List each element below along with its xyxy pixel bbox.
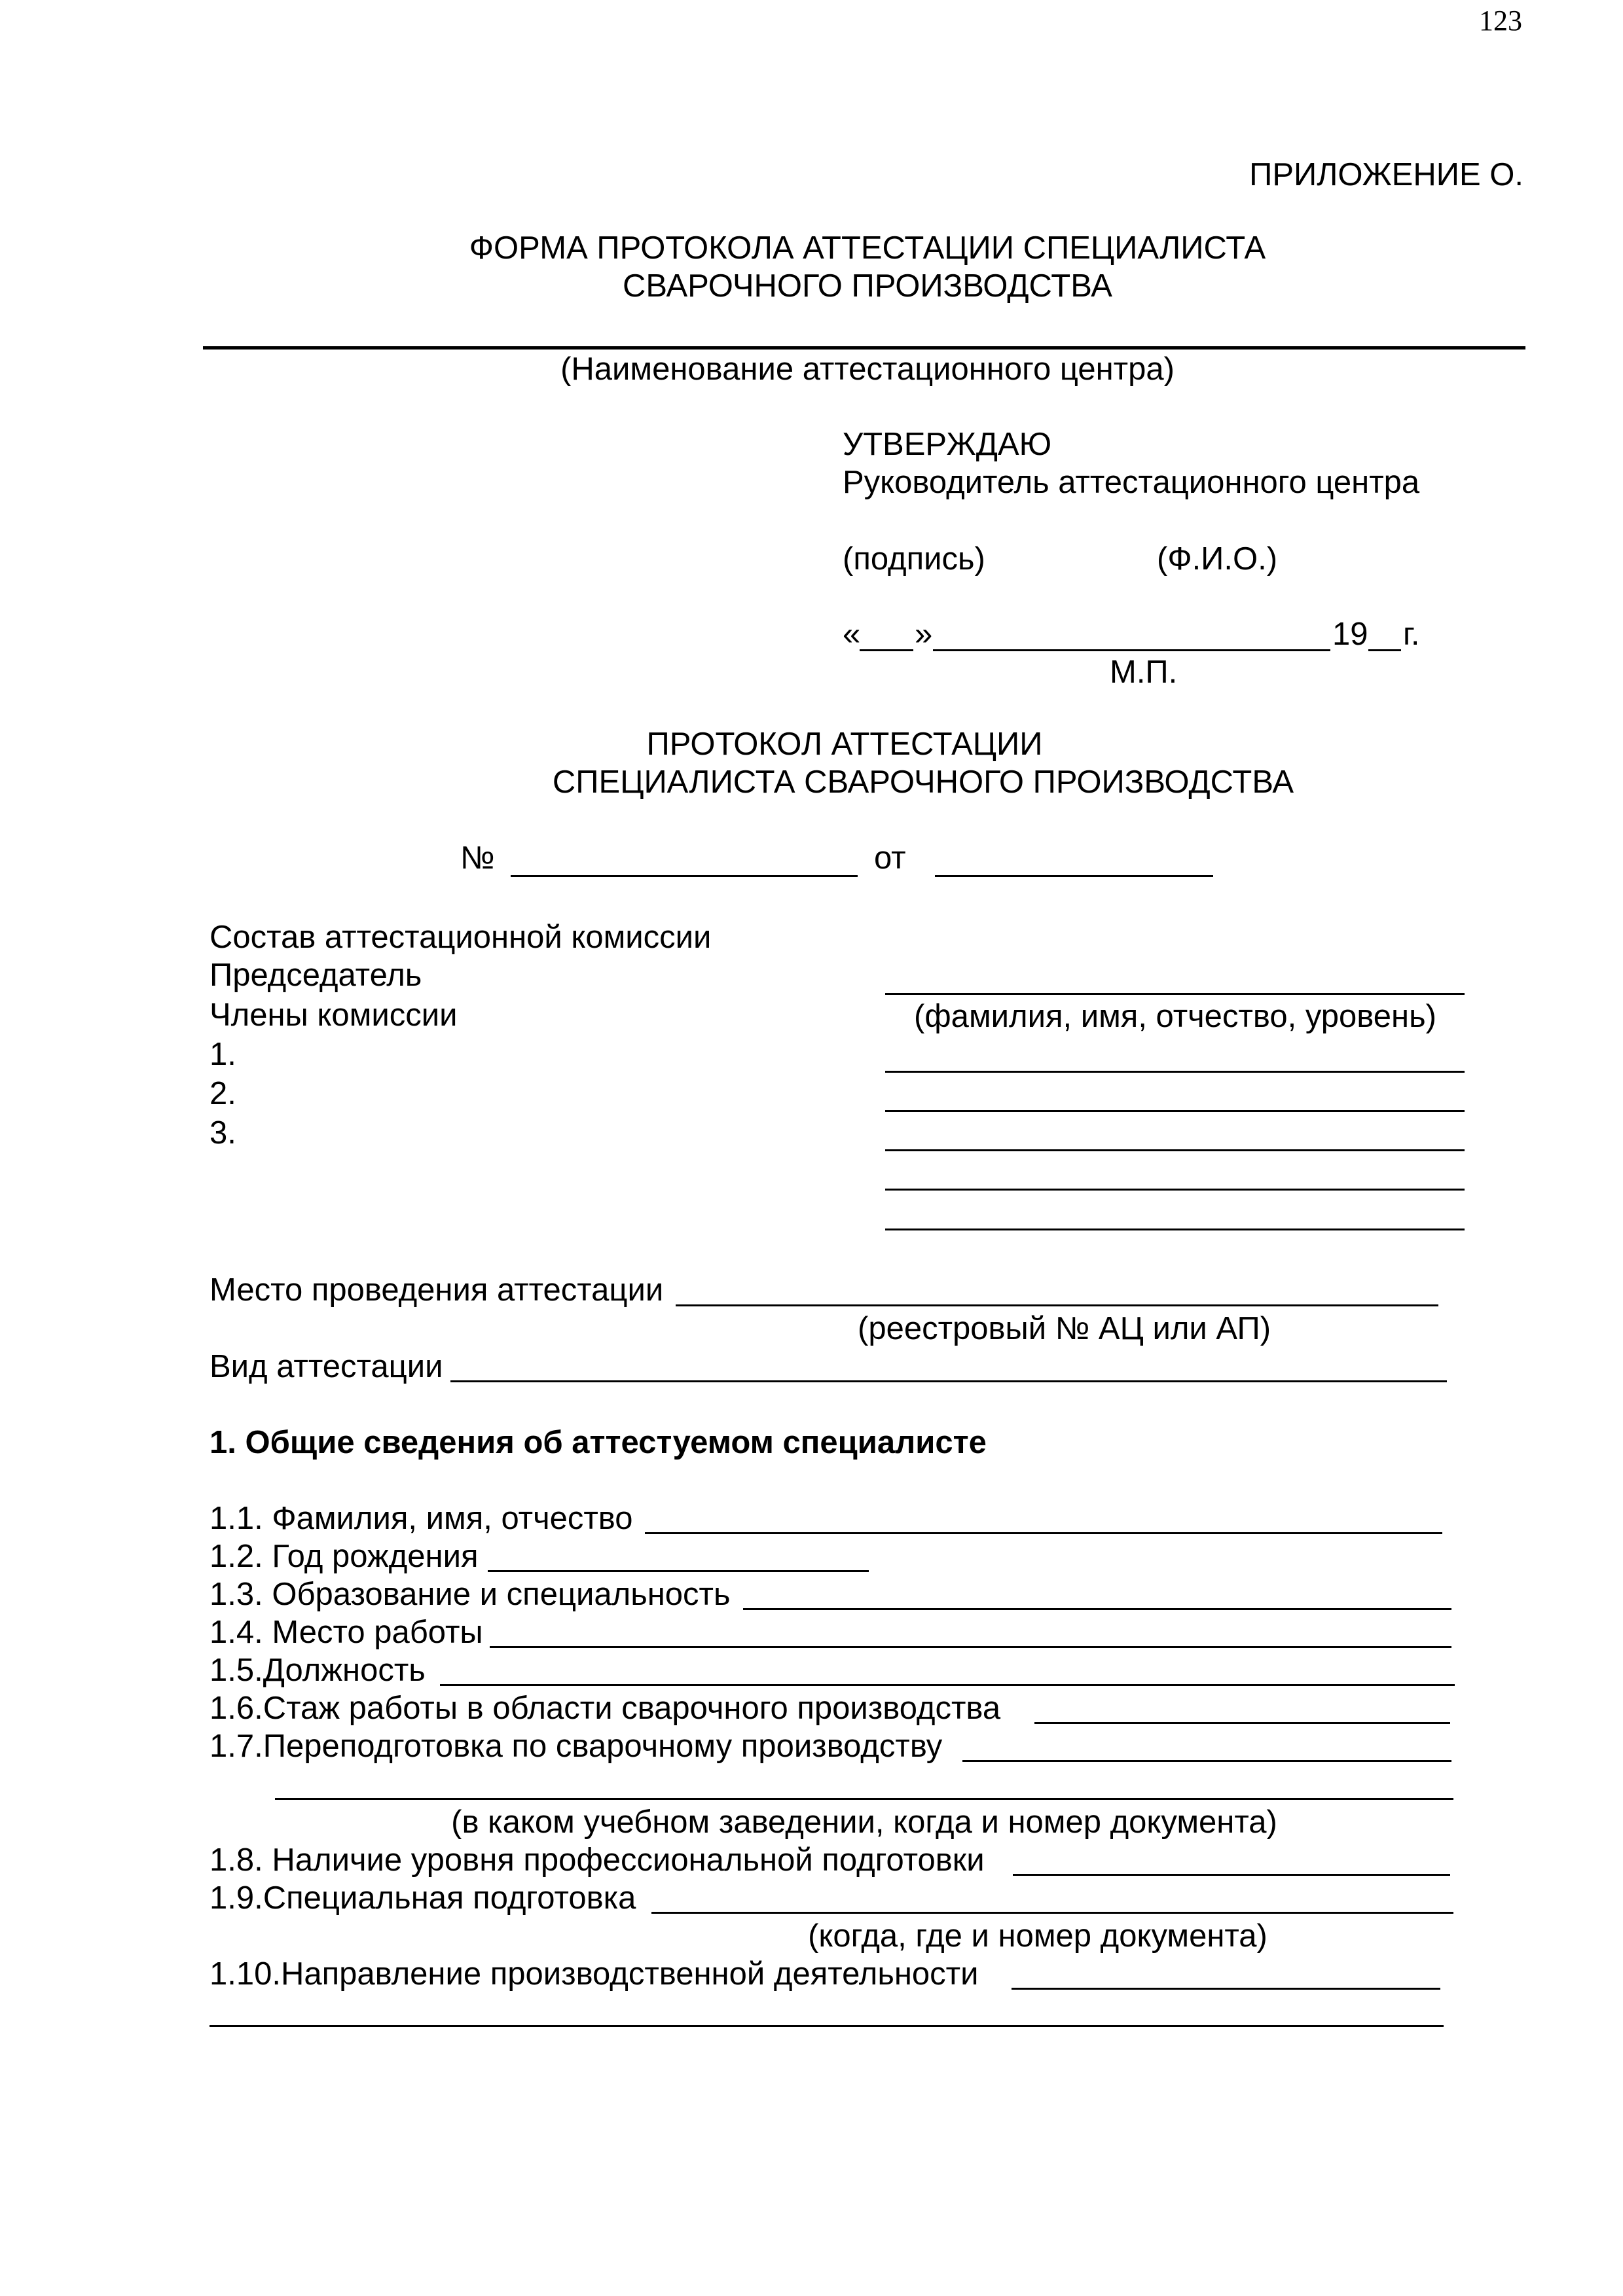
members-label: Члены комиссии [210,997,458,1033]
type-label: Вид аттестации [210,1349,443,1384]
head-of-center-label: Руководитель аттестационного центра [843,465,1420,500]
appendix-label: ПРИЛОЖЕНИЕ О. [1249,157,1523,192]
approve-label: УТВЕРЖДАЮ [843,427,1052,462]
stamp-label: М.П. [1110,655,1178,690]
fio-level-caption: (фамилия, имя, отчество, уровень) [914,999,1436,1034]
protocol-number-field[interactable] [511,875,858,877]
place-field[interactable] [676,1304,1438,1306]
qualification-level-field[interactable] [1013,1874,1450,1876]
member-number-2: 2. [210,1076,236,1111]
field-label-1-10: 1.10.Направление производственной деятельности [210,1956,979,1992]
field-label-1-1: 1.1. Фамилия, имя, отчество [210,1501,633,1536]
commission-composition-label: Состав аттестационной комиссии [210,920,712,955]
fio-field[interactable] [645,1532,1442,1534]
field-label-1-2: 1.2. Год рождения [210,1539,479,1574]
protocol-title-line2: СПЕЦИАЛИСТА СВАРОЧНОГО ПРОИЗВОДСТВА [552,764,1294,800]
field-label-1-7: 1.7.Переподготовка по сварочному производству [210,1729,943,1764]
member-field-4[interactable] [885,1189,1465,1191]
type-field[interactable] [450,1380,1447,1382]
workplace-field[interactable] [490,1646,1451,1648]
center-name-caption: (Наименование аттестационного центра) [560,351,1175,387]
position-field[interactable] [440,1684,1455,1686]
field-label-1-4: 1.4. Место работы [210,1615,483,1650]
year-field[interactable] [1368,649,1401,651]
member-field-2[interactable] [885,1110,1465,1112]
section1-title: 1. Общие сведения об аттестуемом специалисте [210,1425,987,1460]
activity-direction-field[interactable] [1012,1988,1440,1990]
member-field-5[interactable] [885,1229,1465,1230]
open-quote: « [843,617,861,652]
registry-caption: (реестровый № АЦ или АП) [858,1311,1271,1346]
retraining-caption: (в каком учебном заведении, когда и номер документа) [451,1804,1277,1840]
place-label: Место проведения аттестации [210,1272,664,1308]
member-number-1: 1. [210,1037,236,1072]
special-training-caption: (когда, где и номер документа) [808,1918,1267,1954]
day-field[interactable] [860,649,913,651]
form-title-line2: СВАРОЧНОГО ПРОИЗВОДСТВА [623,268,1112,304]
signature-caption: (подпись) [843,541,985,577]
birth-year-field[interactable] [488,1570,869,1572]
activity-direction-field-continued[interactable] [210,2025,1444,2027]
year-suffix: г. [1403,617,1420,652]
from-label: от [874,840,906,876]
number-sign: № [460,840,495,876]
close-quote: » [915,617,933,652]
protocol-title-line1: ПРОТОКОЛ АТТЕСТАЦИИ [646,726,1043,762]
member-number-3: 3. [210,1115,236,1151]
field-label-1-5: 1.5.Должность [210,1653,426,1688]
experience-field[interactable] [1034,1722,1450,1724]
retraining-field-continued[interactable] [275,1798,1453,1800]
field-label-1-8: 1.8. Наличие уровня профессиональной подготовки [210,1842,985,1878]
fio-caption: (Ф.И.О.) [1157,541,1278,577]
education-field[interactable] [743,1608,1451,1610]
member-field-3[interactable] [885,1149,1465,1151]
month-field[interactable] [933,649,1330,651]
chairman-label: Председатель [210,958,422,993]
field-label-1-9: 1.9.Специальная подготовка [210,1880,636,1916]
center-name-line[interactable] [203,346,1525,350]
field-label-1-3: 1.3. Образование и специальность [210,1577,731,1612]
member-field-1[interactable] [885,1071,1465,1073]
year-prefix: 19 [1332,617,1368,652]
special-training-field[interactable] [651,1912,1453,1914]
retraining-field[interactable] [962,1760,1451,1762]
form-title-line1: ФОРМА ПРОТОКОЛА АТТЕСТАЦИИ СПЕЦИАЛИСТА [469,230,1266,266]
protocol-date-field[interactable] [935,875,1213,877]
page-number: 123 [1479,5,1522,37]
chairman-field[interactable] [885,993,1465,995]
field-label-1-6: 1.6.Стаж работы в области сварочного производства [210,1691,1001,1726]
